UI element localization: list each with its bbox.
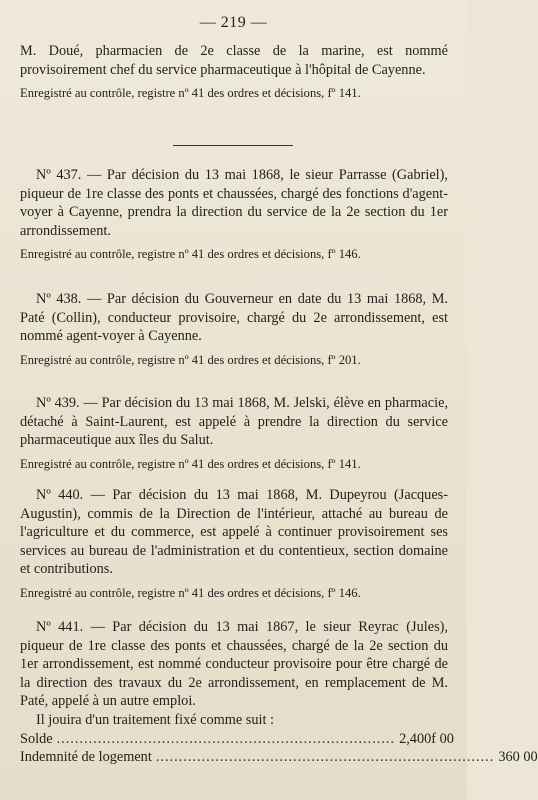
entry-body: — Par décision du 13 mai 1868, M. Dupeyrou (Jacques-Augustin), commis de la Direction de l'intérieur, attaché au bureau de l'agriculture et du commerce, est appelé à continuer provisoirement ses services au bureau de l'administration et du contentieux, section domaine et contributions. [20, 487, 449, 578]
entry-number: Nº 438. [36, 291, 82, 307]
entry-number: Nº 441. [36, 619, 84, 635]
section-divider [173, 145, 293, 146]
salary-row [20, 730, 454, 749]
entry-text [20, 486, 448, 579]
entry-registration: Enregistré au contrôle, registre nº 41 des ordres et décisions, fº 141. [20, 456, 361, 471]
entry-number: Nº 440. [36, 487, 84, 503]
intro-registration: Enregistré au contrôle, registre nº 41 des ordres et décisions, fº 141. [20, 86, 361, 101]
entry-438 [20, 290, 448, 368]
entry-text [20, 290, 448, 346]
entry-registration: Enregistré au contrôle, registre nº 41 des ordres et décisions, fº 201. [20, 352, 361, 367]
salary-amount: 360 00 [498, 749, 538, 766]
entry-440 [20, 486, 448, 601]
intro-text: M. Doué, pharmacien de 2e classe de la marine, est nommé provisoirement chef du service pharmaceutique à l'hôpital de Cayenne. [20, 43, 448, 78]
entry-body: — Par décision du 13 mai 1868, le sieur Parrasse (Gabriel), piqueur de 1re classe des ponts et chaussées, chargé des fonctions d'agent-voyer à Cayenne, prendra la direction du service de la 2e section du 1er arrondissement. [20, 167, 448, 239]
entry-body: — Par décision du Gouverneur en date du 13 mai 1868, M. Paté (Collin), conducteur provisoire, chargé du 2e arrondissement, est nommé agent-voyer à Cayenne. [20, 291, 449, 345]
salary-row [20, 748, 538, 767]
salary-label: Solde [20, 730, 53, 747]
salary-intro: Il jouira d'un traitement fixé comme suit : [36, 711, 275, 728]
entry-number: Nº 437. [36, 167, 82, 183]
entry-body: — Par décision du 13 mai 1867, le sieur Reyrac (Jules), piqueur de 1re classe des ponts et chaussées, chargé de la 2e section du 1er arrondissement, est nommé conducteur provisoire pour être chargé de la direction des travaux du 2e arrondissement, en remplacement de M. Paté, appelé à un autre emploi. [20, 619, 448, 710]
entry-registration: Enregistré au contrôle, registre nº 41 des ordres et décisions, fº 146. [20, 585, 361, 600]
entry-text [20, 394, 448, 450]
leader-dots: .......................................................................... [56, 730, 396, 747]
entry-text [20, 618, 448, 711]
entry-437 [20, 166, 448, 262]
leader-dots: .......................................................................... [155, 749, 495, 766]
entry-441 [20, 618, 538, 767]
page-number: — 219 — [199, 14, 268, 31]
entry-439 [20, 394, 448, 472]
salary-amount: 2,400f 00 [399, 730, 454, 747]
entry-body: — Par décision du 13 mai 1868, M. Jelski, élève en pharmacie, détaché à Saint-Laurent, est appelé à prendre la direction du service pharmaceutique aux îles du Salut. [20, 395, 449, 449]
entry-number: Nº 439. [36, 395, 80, 411]
entry-text [20, 166, 448, 240]
intro-block [20, 42, 448, 101]
salary-label: Indemnité de logement [20, 749, 152, 766]
entry-registration: Enregistré au contrôle, registre nº 41 des ordres et décisions, fº 146. [20, 247, 361, 262]
